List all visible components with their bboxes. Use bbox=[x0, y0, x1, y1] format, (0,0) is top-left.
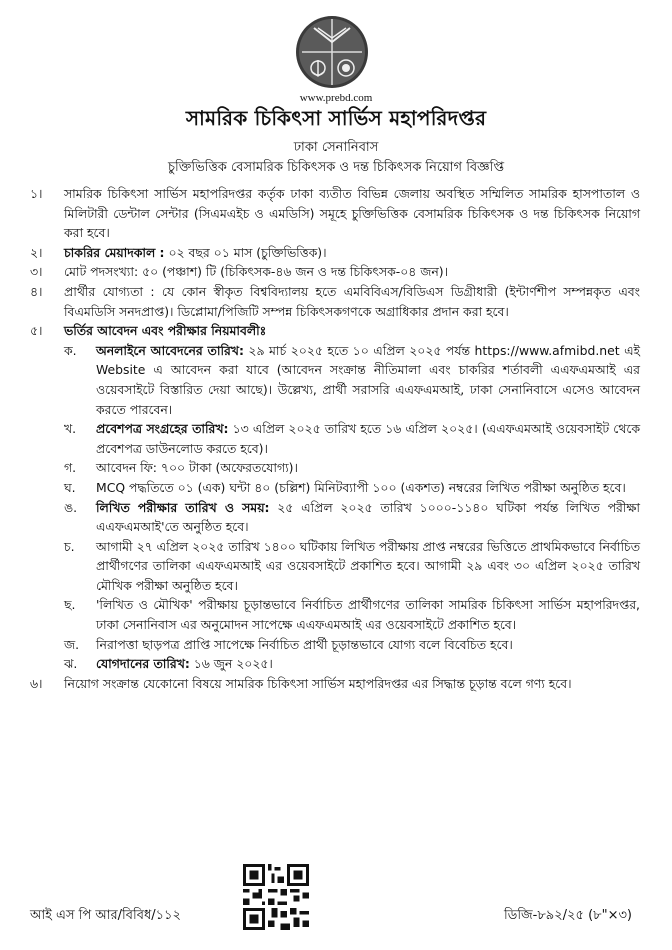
sub-item-uma bbox=[64, 498, 640, 537]
location-subtitle: ঢাকা সেনানিবাস bbox=[293, 140, 379, 155]
sub-item-label: প্রবেশপত্র সংগ্রহের তারিখ: bbox=[96, 421, 229, 437]
item-6 bbox=[30, 674, 640, 694]
item-number: ২। bbox=[30, 244, 43, 260]
sub-item-jha bbox=[64, 654, 640, 674]
sub-item-letter: জ. bbox=[64, 636, 80, 652]
item-1 bbox=[30, 184, 640, 243]
sub-item-letter: চ. bbox=[64, 538, 75, 554]
footer-reference-left: আই এস পি আর/বিবিধ/১১২ bbox=[30, 908, 181, 923]
notice-title: চুক্তিভিত্তিক বেসামরিক চিকিৎসক ও দন্ত চিকিৎসক নিয়োগ বিজ্ঞপ্তি bbox=[167, 160, 505, 175]
item-2 bbox=[30, 243, 640, 263]
sub-item-ga bbox=[64, 458, 640, 478]
sub-item-ja bbox=[64, 635, 640, 655]
sub-item-text: ২৯ মার্চ ২০২৫ হতে ১০ এপ্রিল ২০২৫ পর্যন্ত https://www.afmibd.net এই Website এ আবেদন করা যাবে (আবেদন সংক্রান্ত নীতিমালা এবং চাকরির শর্তাবলী এএফএমআই এর ওয়েবসাইটে বিস্তারিত দেয়া আছে)। উল্লেখ্য, প্রার্থী সরাসরি এএফএমআই, ঢাকা সেনানিবাসে এসেও আবেদন করতে পারবেন। bbox=[96, 342, 640, 417]
qr-code bbox=[243, 864, 309, 930]
sub-item-text: ১৬ জুন ২০২৫। bbox=[189, 656, 273, 672]
item-text: মোট পদসংখ্যা: ৫০ (পঞ্চাশ) টি (চিকিৎসক-৪৬ জন ও দন্ত চিকিৎসক-০৪ জন)। bbox=[64, 264, 449, 280]
sub-item-letter: ক. bbox=[64, 342, 77, 358]
item-label: ভর্তির আবেদন এবং পরীক্ষার নিয়মাবলীঃ bbox=[64, 323, 267, 339]
footer-reference-right: ডিজি-৮৯২/২৫ (৮"×৩) bbox=[504, 908, 632, 923]
sub-item-letter: খ. bbox=[64, 421, 77, 437]
notice-body bbox=[30, 184, 640, 693]
item-number: ৫। bbox=[30, 323, 43, 339]
item-3 bbox=[30, 262, 640, 282]
sub-item-label: অনলাইনে আবেদনের তারিখ: bbox=[96, 342, 244, 358]
sub-item-text: 'লিখিত ও মৌখিক' পরীক্ষায় চূড়ান্তভাবে নির্বাচিত প্রার্থীগণের তালিকা সামরিক চিকিৎসা সার্ভিস মহাপরিদপ্তর, ঢাকা সেনানিবাস এর অনুমোদন সাপেক্ষে এএফএমআই এর ওয়েবসাইটে প্রকাশিত হবে। bbox=[96, 597, 640, 633]
item-4 bbox=[30, 282, 640, 321]
sub-item-cha bbox=[64, 537, 640, 596]
item-number: ৪। bbox=[30, 283, 43, 299]
item-5 bbox=[30, 321, 640, 341]
sub-item-label: লিখিত পরীক্ষার তারিখ ও সময়: bbox=[96, 499, 270, 515]
website-watermark: www.prebd.com bbox=[299, 92, 373, 104]
sub-item-chha bbox=[64, 595, 640, 634]
item-label: চাকরির মেয়াদকাল : bbox=[64, 244, 165, 260]
item-number: ৩। bbox=[30, 264, 43, 280]
page-title: সামরিক চিকিৎসা সার্ভিস মহাপরিদপ্তর bbox=[185, 106, 487, 130]
sub-item-gha bbox=[64, 478, 640, 498]
sub-item-ka bbox=[64, 341, 640, 419]
sub-item-letter: ছ. bbox=[64, 597, 76, 613]
sub-item-text: ২৫ এপ্রিল ২০২৫ তারিখ ১০০০-১১৪০ ঘটিকা পর্যন্ত লিখিত পরীক্ষা এএফএমআই'তে অনুষ্ঠিত হবে। bbox=[96, 499, 640, 535]
sub-item-letter: গ. bbox=[64, 460, 77, 476]
sub-item-text: আবেদন ফি: ৭০০ টাকা (অফেরতযোগ্য)। bbox=[96, 460, 298, 476]
item-number: ১। bbox=[30, 186, 43, 201]
sub-item-letter: ঙ. bbox=[64, 499, 78, 515]
sub-item-text: আগামী ২৭ এপ্রিল ২০২৫ তারিখ ১৪০০ ঘটিকায় লিখিত পরীক্ষায় প্রাপ্ত নম্বরের ভিত্তিতে প্রাথমিকভাবে নির্বাচিত প্রার্থীগণের তালিকা এএফএমআই এর ওয়েবসাইটে প্রকাশিত হবে। আগামী ২৯ এবং ৩০ এপ্রিল ২০২৫ তারিখ মৌখিক পরীক্ষা অনুষ্ঠিত হবে। bbox=[96, 538, 640, 593]
sub-item-label: যোগদানের তারিখ: bbox=[96, 656, 190, 672]
item-text: সামরিক চিকিৎসা সার্ভিস মহাপরিদপ্তর কর্তৃক ঢাকা ব্যতীত বিভিন্ন জেলায় অবস্থিত সম্মিলিত সামরিক হাসপাতাল ও মিলিটারী ডেন্টাল সেন্টার (সিএমএইচ ও এমডিসি) সমূহে চুক্তিভিত্তিক বেসামরিক চিকিৎসক ও দন্ত চিকিৎসক নিয়োগ করা হবে। bbox=[64, 186, 640, 241]
sub-item-text: নিরাপত্তা ছাড়পত্র প্রাপ্তি সাপেক্ষে নির্বাচিত প্রার্থী চূড়ান্তভাবে যোগ্য বলে বিবেচিত হবে। bbox=[96, 636, 513, 652]
sub-item-letter: ঘ. bbox=[64, 479, 76, 495]
item-text: ০২ বছর ০১ মাস (চুক্তিভিত্তিক)। bbox=[164, 244, 327, 260]
sub-item-kha bbox=[64, 419, 640, 458]
emblem-logo bbox=[294, 14, 370, 90]
item-text: নিয়োগ সংক্রান্ত যেকোনো বিষয়ে সামরিক চিকিৎসা সার্ভিস মহাপরিদপ্তর এর সিদ্ধান্ত চূড়ান্ত বলে গণ্য হবে। bbox=[64, 675, 572, 691]
sub-item-text: MCQ পদ্ধতিতে ০১ (এক) ঘন্টা ৪০ (চল্লিশ) মিনিটব্যাপী ১০০ (একশত) নম্বরের লিখিত পরীক্ষা অনুষ্ঠিত হবে। bbox=[96, 479, 626, 495]
sub-item-text: ১৩ এপ্রিল ২০২৫ তারিখ হতে ১৬ এপ্রিল ২০২৫। (এএফএমআই ওয়েবসাইট থেকে প্রবেশপত্র ডাউনলোড করতে হবে)। bbox=[96, 421, 641, 456]
sub-item-letter: ঝ. bbox=[64, 656, 78, 672]
item-number: ৬। bbox=[30, 675, 43, 691]
item-text: প্রার্থীর যোগ্যতা : যে কোন স্বীকৃত বিশ্ববিদ্যালয় হতে এমবিবিএস/বিডিএস ডিগ্রীধারী (ইন্টার্ণশীপ সম্পন্নকৃত এবং বিএমডিসি সনদপ্রাপ্ত)। ডিপ্লোমা/পিজিটি সম্পন্ন চিকিৎসকগণকে অগ্রাধিকার প্রদান করা হবে। bbox=[64, 283, 640, 319]
